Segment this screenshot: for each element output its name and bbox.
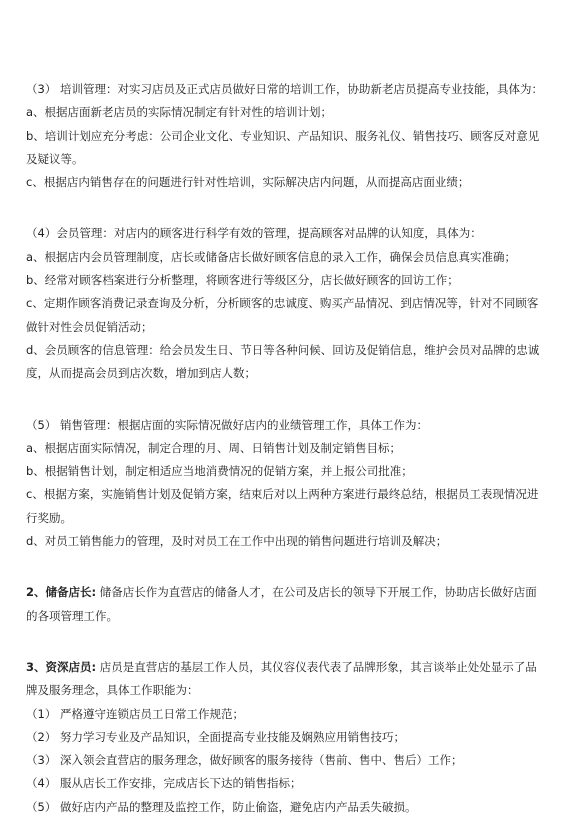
senior-clerk-line2: 牌及服务理念，具体工作职能为：: [26, 683, 199, 698]
reserve-manager-text: 储备店长作为直营店的储备人才，在公司及店长的领导下开展工作，协助店长做好店面: [96, 585, 537, 600]
senior-clerk-text: 店员是直营店的基层工作人员，其仪容仪表代表了品牌形象，其言谈举止处处显示了品: [96, 659, 537, 674]
spacer: [26, 628, 576, 656]
sales-item-b: b、根据销售计划，制定相适应当地消费情况的促销方案，并上报公司批准；: [26, 464, 413, 479]
member-item-d-line1: d、会员顾客的信息管理：给会员发生日、节日等各种问候、回访及促销信息，维护会员对品牌的忠诚: [26, 342, 540, 357]
training-item-b-line1: b、培训计划应充分考虑：公司企业文化、专业知识、产品知识、服务礼仪、销售技巧、顾客反对意见: [26, 128, 540, 143]
spacer: [26, 386, 576, 414]
sales-heading: （5） 销售管理：根据店面的实际情况做好店内的业绩管理工作，具体工作为：: [26, 417, 428, 432]
senior-clerk-item-1: （1） 严格遵守连锁店员工日常工作规范；: [26, 706, 244, 721]
training-heading: （3） 培训管理：对实习店员及正式店员做好日常的培训工作，协助新老店员提高专业技能，具体为：: [26, 82, 543, 96]
member-item-c-line2: 做针对性会员促销活动；: [26, 319, 153, 334]
senior-clerk-item-4: （4） 服从店长工作安排，完成店长下达的销售指标；: [26, 776, 302, 791]
member-heading: （4）会员管理：对店内的顾客进行科学有效的管理，提高顾客对品牌的认知度，具体为：: [26, 226, 482, 241]
senior-clerk-item-5: （5） 做好店内产品的整理及监控工作，防止偷盗，避免店内产品丢失破损。: [26, 799, 417, 814]
member-item-d-line2: 度，从而提高会员到店次数，增加到店人数；: [26, 366, 256, 381]
reserve-manager-line2: 的各项管理工作。: [26, 608, 118, 623]
reserve-manager-line1: [26, 581, 576, 604]
training-item-a: a、根据店面新老店员的实际情况制定有针对性的培训计划；: [26, 105, 333, 120]
sales-item-d: d、对员工销售能力的管理，及时对员工在工作中出现的销售问题进行培训及解决；: [26, 534, 448, 549]
sales-item-c-line2: 行奖励。: [26, 510, 72, 525]
sales-item-a: a、根据店面实际情况，制定合理的月、周、日销售计划及制定销售目标；: [26, 440, 402, 455]
senior-clerk-line1: [26, 656, 576, 679]
senior-clerk-title: 3、资深店员:: [26, 659, 97, 674]
senior-clerk-item-2: （2） 努力学习专业及产品知识，全面提高专业技能及娴熟应用销售技巧；: [26, 729, 405, 744]
training-item-c: c、根据店内销售存在的问题进行针对性培训，实际解决店内问题，从而提高店面业绩；: [26, 175, 470, 190]
member-item-c-line1: c、定期作顾客消费记录查询及分析，分析顾客的忠诚度、购买产品情况、到店情况等，针对不同顾客: [26, 296, 539, 311]
sales-item-c-line1: c、根据方案，实施销售计划及促销方案，结束后对以上两种方案进行最终总结，根据员工表现情况进: [26, 487, 539, 502]
senior-clerk-item-3: （3） 深入领会直营店的服务理念，做好顾客的服务接待（售前、售中、售后）工作；: [26, 753, 463, 768]
training-item-b-line2: 及疑议等。: [26, 151, 84, 166]
member-item-a: a、根据店内会员管理制度，店长或储备店长做好顾客信息的录入工作，确保会员信息真实准确；: [26, 249, 517, 264]
spacer: [26, 553, 576, 581]
reserve-manager-title: 2、储备店长:: [26, 585, 97, 600]
spacer: [26, 194, 576, 222]
member-item-b: b、经常对顾客档案进行分析整理，将顾客进行等级区分，店长做好顾客的回访工作；: [26, 273, 459, 288]
